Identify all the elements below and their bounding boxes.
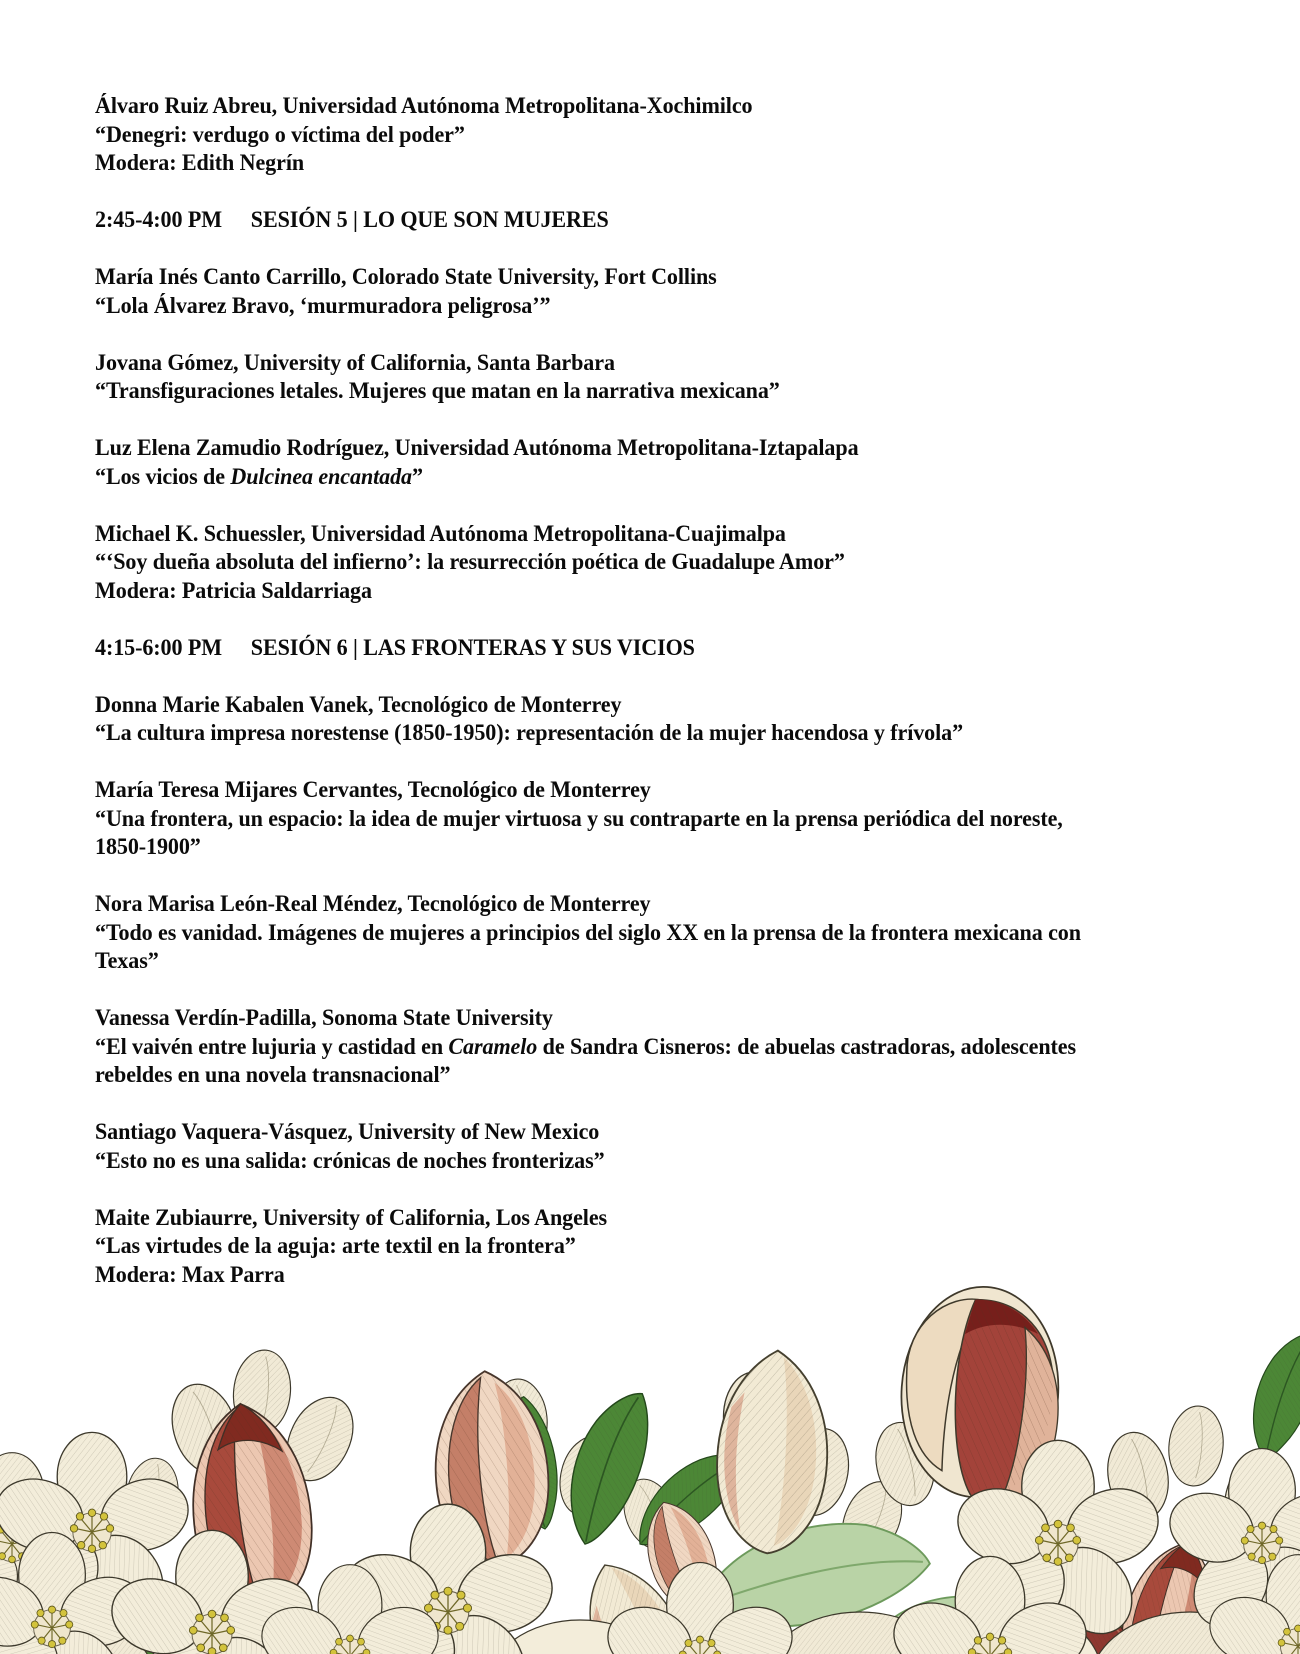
botanical-illustration [0, 1214, 1300, 1654]
program-line [95, 121, 1213, 150]
program-line [95, 92, 1213, 121]
talk-entry [95, 434, 1213, 491]
text-segment: Texas” [95, 948, 159, 973]
talk-entry [95, 1118, 1213, 1175]
text-segment: de Sandra Cisneros: de abuelas castradoras, adolescentes [537, 1033, 1076, 1059]
session-title: SESIÓN 6 | LAS FRONTERAS Y SUS VICIOS [250, 634, 695, 660]
text-segment: Vanessa Verdín-Padilla, Sonoma State University [95, 1005, 553, 1030]
talk-entry [95, 349, 1213, 406]
text-segment: Maite Zubiaurre, University of California, Los Angeles [95, 1204, 608, 1230]
session-heading [95, 206, 1213, 235]
program-line [95, 919, 1213, 948]
text-segment: “La cultura impresa norestense (1850-1950): representación de la mujer hacendosa y frívola” [95, 720, 964, 745]
text-segment: Luz Elena Zamudio Rodríguez, Universidad Autónoma Metropolitana-Iztapalapa [95, 435, 859, 460]
program-line [95, 520, 1213, 549]
text-segment: Modera: Patricia Saldarriaga [95, 577, 372, 603]
program-line [95, 1004, 1213, 1033]
program [95, 92, 1213, 1289]
text-segment: “El vaivén entre lujuria y castidad en [95, 1033, 449, 1059]
text-segment: Jovana Gómez, University of California, Santa Barbara [95, 349, 615, 375]
session-title: SESIÓN 5 | LO QUE SON MUJERES [250, 207, 609, 232]
program-line [95, 947, 1213, 976]
text-segment: “Una frontera, un espacio: la idea de mujer virtuosa y su contraparte en la prensa periódica del noreste, [95, 805, 1063, 831]
session-time: 2:45-4:00 PM [95, 207, 223, 232]
talk-entry [95, 691, 1213, 748]
text-segment: 1850-1900” [95, 834, 201, 859]
text-segment: “Esto no es una salida: crónicas de noches fronterizas” [95, 1147, 605, 1173]
program-line [95, 1147, 1213, 1176]
program-line [95, 292, 1213, 321]
talk-entry [95, 520, 1213, 606]
italic-text-segment: Caramelo [448, 1033, 538, 1059]
program-line [95, 263, 1213, 292]
program-line [95, 377, 1213, 406]
text-segment: “Todo es vanidad. Imágenes de mujeres a principios del siglo XX en la prensa de la frontera mexicana con [95, 919, 1081, 945]
program-line [95, 890, 1213, 919]
text-segment: ” [412, 463, 423, 489]
text-segment: Modera: Edith Negrín [95, 150, 305, 175]
text-segment: María Inés Canto Carrillo, Colorado State University, Fort Collins [95, 264, 717, 289]
text-segment: Álvaro Ruiz Abreu, Universidad Autónoma Metropolitana-Xochimilco [95, 93, 753, 118]
program-line [95, 349, 1213, 378]
program-line [95, 776, 1213, 805]
text-segment: Modera: Max Parra [95, 1261, 285, 1287]
text-segment: María Teresa Mijares Cervantes, Tecnológico de Monterrey [95, 777, 651, 802]
text-segment: Donna Marie Kabalen Vanek, Tecnológico de Monterrey [95, 691, 622, 717]
program-line [95, 548, 1213, 577]
text-segment: “‘Soy dueña absoluta del infierno’: la resurrección poética de Guadalupe Amor” [95, 549, 845, 574]
program-line [95, 577, 1213, 606]
program-line [95, 719, 1213, 748]
talk-entry [95, 1004, 1213, 1090]
program-line [95, 691, 1213, 720]
text-segment: “Los vicios de [95, 463, 231, 489]
program-line [95, 149, 1213, 178]
program-line [95, 1033, 1213, 1062]
talk-entry [95, 92, 1213, 178]
program-line [95, 434, 1213, 463]
program-line [95, 833, 1213, 862]
talk-entry [95, 890, 1213, 976]
text-segment: Nora Marisa León-Real Méndez, Tecnológico de Monterrey [95, 891, 651, 916]
text-segment: Santiago Vaquera-Vásquez, University of New Mexico [95, 1119, 600, 1144]
session-time: 4:15-6:00 PM [95, 634, 223, 660]
text-segment: “Transfiguraciones letales. Mujeres que matan en la narrativa mexicana” [95, 378, 780, 403]
talk-entry [95, 776, 1213, 862]
program-line [95, 1061, 1213, 1090]
text-segment: “Lola Álvarez Bravo, ‘murmuradora peligrosa’” [95, 292, 551, 318]
text-segment: “Denegri: verdugo o víctima del poder” [95, 121, 465, 147]
program-line [95, 805, 1213, 834]
talk-entry [95, 263, 1213, 320]
program-line [95, 463, 1213, 492]
text-segment: Michael K. Schuessler, Universidad Autónoma Metropolitana-Cuajimalpa [95, 520, 786, 546]
program-line [95, 1118, 1213, 1147]
italic-text-segment: Dulcinea encantada [230, 463, 413, 489]
text-segment: rebeldes en una novela transnacional” [95, 1062, 451, 1087]
text-segment: “Las virtudes de la aguja: arte textil en la frontera” [95, 1233, 576, 1258]
session-heading [95, 634, 1213, 663]
